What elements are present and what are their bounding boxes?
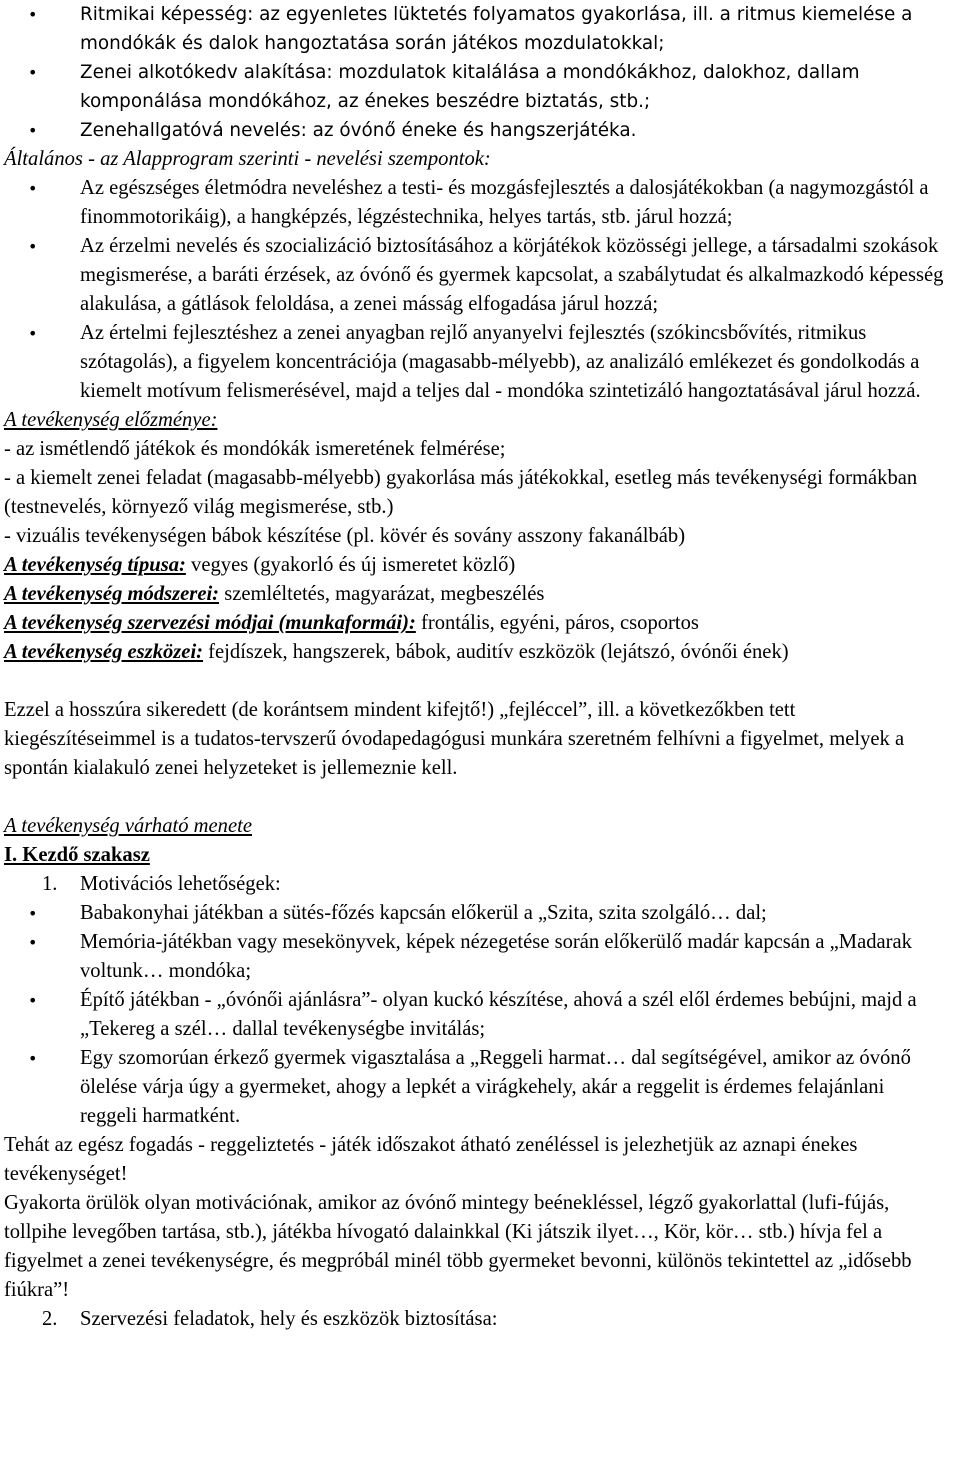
numbered-list-1 xyxy=(4,870,946,899)
list-item: • Memória-játékban vagy mesekönyvek, képek nézegetése során előkerülő madár kapcsán a „Madarak voltunk… mondóka; xyxy=(4,928,946,986)
closing-paragraph: Ezzel a hosszúra sikeredett (de korántsem mindent kifejtő!) „fejléccel”, ill. a következőkben tett kiegészítéseimmel is a tudatos-tervszerű óvodapedagógusi munkára szeretném felhívni a figyelmet, melyek a spontán kialakuló zenei helyzeteket is jellemeznie kell. xyxy=(4,699,905,779)
list-number: 1. xyxy=(42,873,58,895)
list-item: • Egy szomorúan érkező gyermek vigasztalása a „Reggeli harmat… dal segítségével, amikor az óvónő ölelése várja úgy a gyermeket, ahogy a lepkét a virágkehely, akár a reggelit is érdemes felajánlani reggeli harmatként. xyxy=(4,1044,946,1131)
general-heading: Általános - az Alapprogram szerinti - nevelési szempontok: xyxy=(4,148,491,170)
list-text: Motivációs lehetőségek: xyxy=(80,873,281,895)
list-number: 2. xyxy=(42,1308,58,1330)
meta-text: szemléltetés, magyarázat, megbeszélés xyxy=(219,583,545,605)
phase-heading: I. Kezdő szakasz xyxy=(4,844,150,866)
meta-line-organisation xyxy=(4,609,946,638)
antecedent-heading: A tevékenység előzménye: xyxy=(4,409,218,431)
blank-line xyxy=(4,783,946,812)
meta-label: A tevékenység eszközei: xyxy=(4,641,204,663)
list-text: Szervezési feladatok, hely és eszközök biztosítása: xyxy=(80,1308,498,1330)
list-item: • Babakonyhai játékban a sütés-főzés kapcsán előkerül a „Szita, szita szolgáló… dal; xyxy=(4,899,946,928)
course-heading: A tevékenység várható menete xyxy=(4,815,252,837)
list-item xyxy=(4,1305,946,1334)
list-item: • Az érzelmi nevelés és szocializáció biztosításához a körjátékok közösségi jellege, a társadalmi szokások megismerése, a baráti érzések, az óvónő és gyermek kapcsolat, a szabálytudat és alkalmazkodó képesség alakulása, a gátlások feloldása, a zenei másság elfogadása járul hozzá; xyxy=(4,232,946,319)
list-item: • Zenei alkotókedv alakítása: mozdulatok kitalálása a mondókákhoz, dalokhoz, dallam komponálása mondókához, az énekes beszédre biztatás, stb.; xyxy=(4,58,946,116)
antecedent-line: - vizuális tevékenységen bábok készítése (pl. kövér és sovány asszony fakanálbáb) xyxy=(4,525,686,547)
meta-text: vegyes (gyakorló és új ismeretet közlő) xyxy=(185,554,516,576)
motivation-bullet-list xyxy=(4,899,946,1131)
paragraph: Tehát az egész fogadás - reggeliztetés - játék időszakot átható zenéléssel is jelezhetjük az aznapi énekes tevékenységet! xyxy=(4,1134,858,1185)
meta-line-type xyxy=(4,551,946,580)
blank-line xyxy=(4,667,946,696)
numbered-list-2 xyxy=(4,1305,946,1334)
list-item: • Az egészséges életmódra neveléshez a testi- és mozgásfejlesztés a dalosjátékokban (a nagymozgástól a finommotorikáig), a hangképzés, légzéstechnika, helyes tartás, stb. járul hozzá; xyxy=(4,174,946,232)
top-bullet-list xyxy=(4,0,946,145)
list-item: • Zenehallgatóvá nevelés: az óvónő éneke és hangszerjátéka. xyxy=(4,116,946,145)
meta-text: frontális, egyéni, páros, csoportos xyxy=(415,612,699,634)
meta-label: A tevékenység típusa: xyxy=(4,554,186,576)
list-item xyxy=(4,870,946,899)
meta-text: fejdíszek, hangszerek, bábok, auditív eszközök (lejátszó, óvónői ének) xyxy=(203,641,789,663)
meta-line-methods xyxy=(4,580,946,609)
list-item: • Ritmikai képesség: az egyenletes lüktetés folyamatos gyakorlása, ill. a ritmus kiemelése a mondókák és dalok hangoztatása során játékos mozdulatokkal; xyxy=(4,0,946,58)
meta-label: A tevékenység módszerei: xyxy=(4,583,220,605)
list-item: • Az értelmi fejlesztéshez a zenei anyagban rejlő anyanyelvi fejlesztés (szókincsbővítés, ritmikus szótagolás), a figyelem koncentrációja (magasabb-mélyebb), az analizáló emlékezet és gondolkodás a kiemelt motívum felismerésével, majd a teljes dal - mondóka szintetizáló hangoztatásával járul hozzá. xyxy=(4,319,946,406)
paragraph: Gyakorta örülök olyan motivációnak, amikor az óvónő mintegy beénekléssel, légző gyakorlattal (lufi-fújás, tollpihe levegőben tartása, stb.), játékba hívogató dalainkkal (Ki játszik ilyet…, Kör, kör… stb.) hívja fel a figyelmet a zenei tevékenységre, és megpróbál minél több gyermeket bevonni, különös tekintettel az „idősebb fiúkra”! xyxy=(4,1192,912,1301)
antecedent-line: - az ismétlendő játékok és mondókák ismeretének felmérése; xyxy=(4,438,506,460)
meta-label: A tevékenység szervezési módjai (munkaformái): xyxy=(4,612,416,634)
antecedent-line: - a kiemelt zenei feladat (magasabb-mélyebb) gyakorlása más játékokkal, esetleg más tevékenységi formákban (testnevelés, környező világ megismerése, stb.) xyxy=(4,467,918,518)
list-item: • Építő játékban - „óvónői ajánlásra”- olyan kuckó készítése, ahová a szél elől érdemes bebújni, majd a „Tekereg a szél… dallal tevékenységbe invitálás; xyxy=(4,986,946,1044)
general-bullet-list xyxy=(4,174,946,406)
meta-line-tools xyxy=(4,638,946,667)
